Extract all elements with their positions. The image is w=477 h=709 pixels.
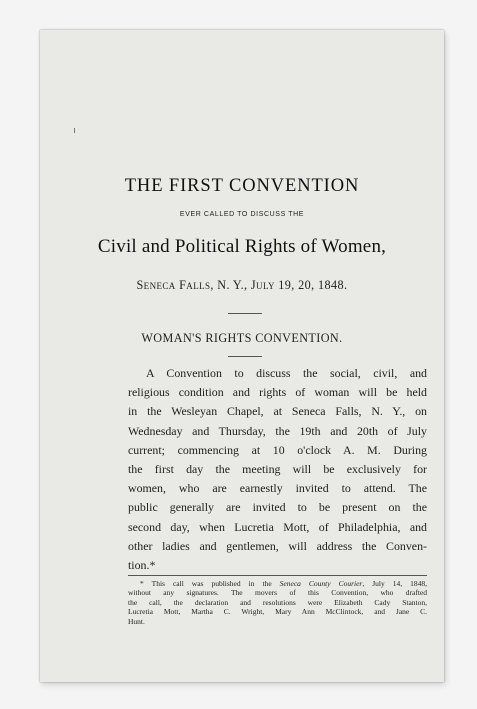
body-line: A Convention to discuss the social, civil, and: [146, 366, 427, 380]
place-date: Seneca Falls, N. Y., July 19, 20, 1848.: [136, 278, 348, 292]
body-line: Wednesday and Thursday, the 19th and 20th of July: [128, 423, 427, 438]
section-title: WOMAN'S RIGHTS CONVENTION.: [141, 331, 343, 345]
divider-rule: [228, 356, 262, 357]
footnote-line: without any signatures. The movers of this Convention, who drafted: [128, 588, 427, 598]
footnote-line: Lucretia Mott, Martha C. Wright, Mary Ann McClintock, and Jane C.: [128, 607, 427, 617]
footnote: [128, 579, 427, 626]
document-subtitle: EVER CALLED TO DISCUSS THE: [179, 211, 305, 218]
body-line: other ladies and gentlemen, will address the Conven-: [128, 538, 427, 553]
newspaper-name: Seneca County Courier: [279, 579, 363, 588]
paper-mark: [74, 128, 75, 133]
footnote-line: [128, 579, 427, 588]
document-page: [40, 30, 444, 682]
body-line: second day, when Lucretia Mott, of Philadelphia, and: [128, 519, 427, 534]
footnote-line: Hunt.: [128, 616, 145, 626]
body-line: current; commencing at 10 o'clock A. M. During: [128, 442, 427, 457]
document-title: THE FIRST CONVENTION: [124, 176, 360, 196]
footnote-rule: [128, 575, 427, 576]
body-line: the first day the meeting will be exclusively for: [128, 462, 427, 477]
body-line: public generally are invited to be present on the: [128, 500, 427, 515]
body-line: women, who are earnestly invited to attend. The: [128, 481, 427, 496]
body-line: religious condition and rights of woman will be held: [128, 385, 427, 400]
footnote-text: * This call was published in the: [140, 579, 280, 588]
footnote-line: the call, the declaration and resolutions were Elizabeth Cady Stanton,: [128, 597, 427, 607]
body-line: tion.*: [128, 558, 156, 573]
document-heading: Civil and Political Rights of Women,: [97, 236, 387, 257]
divider-rule: [228, 313, 262, 314]
body-paragraph: [128, 364, 427, 575]
footnote-text: , July 14, 1848,: [362, 579, 427, 588]
body-line: in the Wesleyan Chapel, at Seneca Falls, N. Y., on: [128, 404, 427, 419]
